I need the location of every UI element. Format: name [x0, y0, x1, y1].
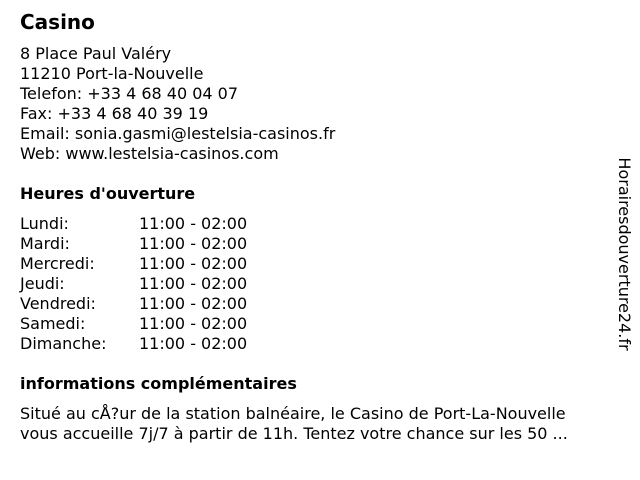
hours-day: Jeudi:: [20, 274, 65, 293]
hours-day: Dimanche:: [20, 334, 107, 353]
hours-time: 11:00 - 02:00: [139, 234, 248, 253]
fax-line: Fax: +33 4 68 40 39 19: [20, 104, 209, 123]
hours-day: Lundi:: [20, 214, 69, 233]
hours-time: 11:00 - 02:00: [139, 254, 248, 273]
email-line: Email: sonia.gasmi@lestelsia-casinos.fr: [20, 124, 336, 143]
watermark-text: Horairesdouverture24.fr: [615, 157, 634, 351]
hours-day: Mardi:: [20, 234, 70, 253]
hours-time: 11:00 - 02:00: [139, 314, 248, 333]
phone-line: Telefon: +33 4 68 40 04 07: [20, 84, 239, 103]
hours-row-tuesday: [20, 234, 279, 254]
contact-block: [20, 44, 335, 164]
info-line: vous accueille 7j/7 à partir de 11h. Tentez votre chance sur les 50 ...: [20, 424, 568, 443]
hours-heading: Heures d'ouverture: [20, 184, 196, 203]
hours-row-wednesday: [20, 254, 279, 274]
hours-time: 11:00 - 02:00: [139, 294, 248, 313]
hours-day: Mercredi:: [20, 254, 95, 273]
web-line: Web: www.lestelsia-casinos.com: [20, 144, 279, 163]
info-heading: informations complémentaires: [20, 374, 297, 393]
hours-time: 11:00 - 02:00: [139, 214, 248, 233]
hours-row-monday: [20, 214, 279, 234]
address-city: 11210 Port-la-Nouvelle: [20, 64, 204, 83]
hours-row-sunday: [20, 334, 279, 354]
hours-row-friday: [20, 294, 279, 314]
business-title: Casino: [20, 10, 95, 34]
hours-day: Vendredi:: [20, 294, 96, 313]
hours-time: 11:00 - 02:00: [139, 274, 248, 293]
info-line: Situé au cÅ?ur de la station balnéaire, le Casino de Port-La-Nouvelle: [20, 404, 566, 423]
hours-time: 11:00 - 02:00: [139, 334, 248, 353]
hours-row-thursday: [20, 274, 279, 294]
hours-row-saturday: [20, 314, 279, 334]
address-street: 8 Place Paul Valéry: [20, 44, 172, 63]
hours-day: Samedi:: [20, 314, 86, 333]
info-description: [20, 404, 630, 444]
hours-table: [20, 214, 279, 354]
